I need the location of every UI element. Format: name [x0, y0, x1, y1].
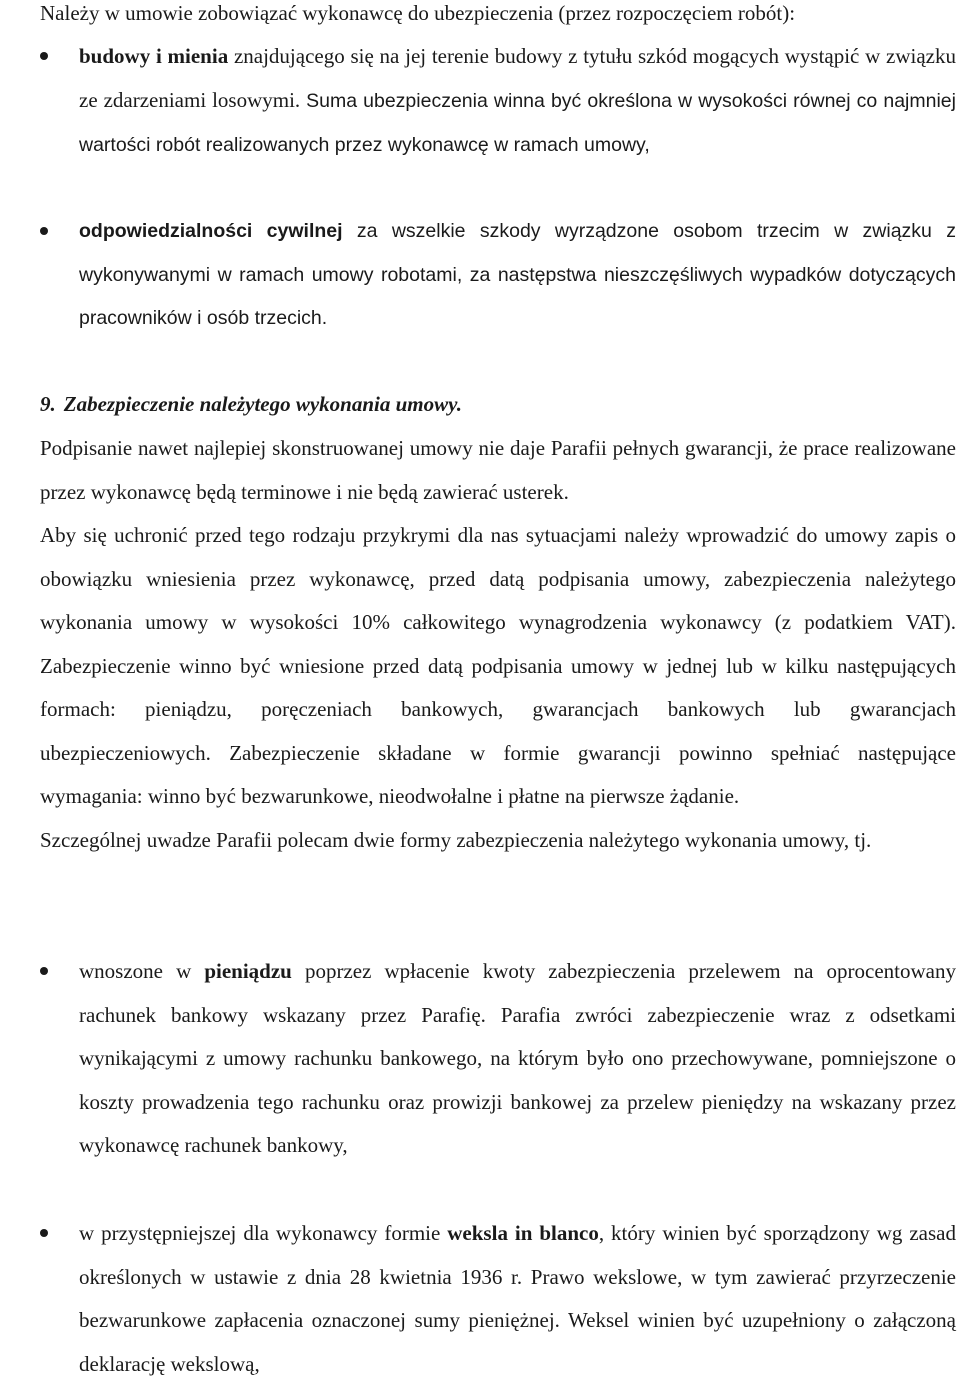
list-item-text: poprzez wpłacenie kwoty zabezpieczenia przelewem na oprocentowany rachunek bankowy wskazany przez Parafię. Parafia zwróci zabezpieczenie wraz z odsetkami wynikającymi z umowy rachunku bankowego, na którym było ono przechowywane, pomniejszone o koszty prowadzenia tego rachunku oraz prowizji bankowej za przelew pieniędzy na wskazany przez wykonawcę rachunek bankowy,	[79, 959, 956, 1157]
paragraph-2: Aby się uchronić przed tego rodzaju przykrymi dla nas sytuacjami należy wprowadzić do umowy zapis o obowiązku wniesienia przez wykonawcę, przed datą podpisania umowy, zabezpieczenia należytego wykonania umowy w wysokości 10% całkowitego wynagrodzenia wykonawcy (z podatkiem VAT). Zabezpieczenie winno być wniesione przed datą podpisania umowy w jednej lub w kilku następujących formach: pieniądzu, poręczeniach bankowych, gwarancjach bankowych lub gwarancjach ubezpieczeniowych. Zabezpieczenie składane w formie gwarancji powinno spełniać następujące wymagania: winno być bezwarunkowe, nieodwołalne i płatne na pierwsze żądanie.	[40, 523, 956, 808]
list-item-text: za wszelkie szkody wyrządzone osobom trzecim w związku z wykonywanymi w ramach umowy robotami, za następstwa nieszczęśliwych wypadków dotyczących pracowników i osób trzecich.	[79, 220, 956, 329]
insurance-list-item-2	[0, 210, 956, 341]
list-item-text: w przystępniejszej dla wykonawcy formie	[79, 1221, 448, 1245]
security-list-item-1	[0, 950, 956, 1168]
list-item-text: , który winien być sporządzony wg zasad określonych w ustawie z dnia 28 kwietnia 1936 r. Prawo wekslowe, w tym zawierać przyrzeczenie bezwarunkowe zapłacenia oznaczonej sumy pieniężnej. Weksel winien być uzupełniony o załączoną deklarację wekslową,	[79, 1221, 956, 1376]
bullet-icon	[40, 52, 48, 60]
insurance-list-item-1	[0, 35, 956, 168]
intro-paragraph: Należy w umowie zobowiązać wykonawcę do ubezpieczenia (przez rozpoczęciem robót):	[40, 1, 796, 25]
bold-term: pieniądzu	[204, 959, 292, 983]
list-item	[0, 35, 956, 168]
list-item-text: wnoszone w	[79, 959, 205, 983]
security-list-item-2	[0, 1212, 956, 1386]
section-body	[40, 427, 956, 862]
section-title: Zabezpieczenie należytego wykonania umowy.	[63, 392, 462, 416]
list-item	[0, 950, 956, 1168]
section-number: 9.	[40, 392, 56, 416]
list-item-text-sans: Suma ubezpieczenia winna być określona w wysokości równej co najmniej wartości robót realizowanych przez wykonawcę w ramach umowy,	[79, 89, 956, 156]
bold-term: budowy i mienia	[79, 44, 229, 68]
list-item-text: znajdującego się na jej terenie budowy z tytułu szkód mogących wystąpić w związku ze zdarzeniami losowymi.	[79, 44, 957, 112]
paragraph-3: Szczególnej uwadze Parafii polecam dwie formy zabezpieczenia należytego wykonania umowy, tj.	[40, 827, 872, 852]
bullet-icon	[40, 1229, 48, 1237]
list-item	[0, 210, 956, 341]
list-item	[0, 1212, 956, 1386]
bullet-icon	[40, 227, 48, 235]
section-heading	[40, 383, 462, 427]
bullet-icon	[40, 967, 48, 975]
paragraph-1: Podpisanie nawet najlepiej skonstruowanej umowy nie daje Parafii pełnych gwarancji, że prace realizowane przez wykonawcę będą terminowe i nie będą zawierać usterek.	[40, 436, 956, 504]
bold-term: weksla in blanco	[447, 1221, 599, 1245]
bold-term: odpowiedzialności cywilnej	[79, 220, 343, 242]
